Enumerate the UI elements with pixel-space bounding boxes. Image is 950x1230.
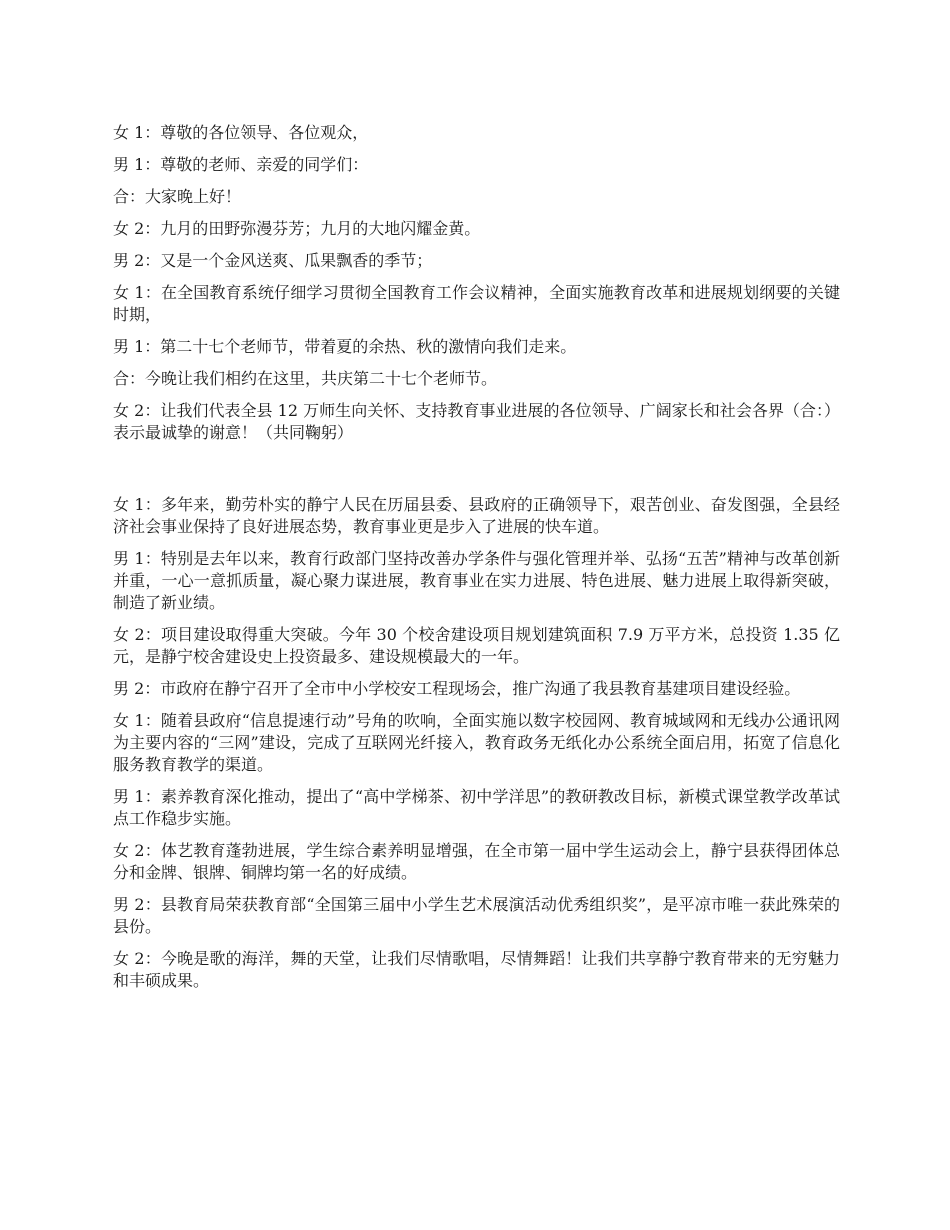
paragraph: 女 2：体艺教育蓬勃进展，学生综合素养明显增强，在全市第一届中学生运动会上，静宁县获得团体总分和金牌、银牌、铜牌均第一名的好成绩。	[113, 841, 840, 882]
paragraph: 男 2：县教育局荣获教育部“全国第三届中小学生艺术展演活动优秀组织奖”，是平凉市唯一获此殊荣的县份。	[113, 895, 840, 936]
paragraph: 男 1：特别是去年以来，教育行政部门坚持改善办学条件与强化管理并举、弘扬“五苦”精神与改革创新并重，一心一意抓质量，凝心聚力谋进展，教育事业在实力进展、特色进展、魅力进展上取得新突破，制造了新业绩。	[113, 549, 840, 612]
paragraph: 男 2：市政府在静宁召开了全市中小学校安工程现场会，推广沟通了我县教育基建项目建设经验。	[113, 679, 801, 698]
paragraph: 女 1：随着县政府“信息提速行动”号角的吹响，全面实施以数字校园网、教育城域网和无线办公通讯网为主要内容的“三网”建设，完成了互联网光纤接入，教育政务无纸化办公系统全面启用，拓宽了信息化服务教育教学的渠道。	[113, 711, 840, 774]
paragraph: 男 1：尊敬的老师、亲爱的同学们：	[113, 155, 369, 174]
paragraph: 女 1：在全国教育系统仔细学习贯彻全国教育工作会议精神，全面实施教育改革和进展规划纲要的关键时期，	[113, 283, 840, 324]
paragraph: 女 1：尊敬的各位领导、各位观众，	[113, 123, 369, 142]
paragraph: 女 2：项目建设取得重大突破。今年 30 个校舍建设项目规划建筑面积 7.9 万平方米，总投资 1.35 亿元，是静宁校舍建设史上投资最多、建设规模最大的一年。	[113, 625, 840, 666]
section-gap	[113, 454, 840, 494]
paragraph: 女 1：多年来，勤劳朴实的静宁人民在历届县委、县政府的正确领导下，艰苦创业、奋发图强，全县经济社会事业保持了良好进展态势，教育事业更是步入了进展的快车道。	[113, 495, 840, 536]
paragraph: 男 1：素养教育深化推动，提出了“高中学梯茶、初中学洋思”的教研教改目标，新模式课堂教学改革试点工作稳步实施。	[113, 787, 840, 828]
paragraph: 合：大家晚上好！	[113, 187, 242, 206]
paragraph: 合：今晚让我们相约在这里，共庆第二十七个老师节。	[113, 369, 498, 388]
paragraph: 男 1：第二十七个老师节，带着夏的余热、秋的激情向我们走来。	[113, 337, 577, 356]
paragraph: 女 2：九月的田野弥漫芬芳；九月的大地闪耀金黄。	[113, 219, 481, 238]
paragraph: 男 2：又是一个金风送爽、瓜果飘香的季节；	[113, 251, 433, 270]
paragraph: 女 2：今晚是歌的海洋，舞的天堂，让我们尽情歌唱，尽情舞蹈！让我们共享静宁教育带来的无穷魅力和丰硕成果。	[113, 949, 840, 990]
paragraph: 女 2：让我们代表全县 12 万师生向关怀、支持教育事业进展的各位领导、广阔家长和社会各界（合：）表示最诚挚的谢意！（共同鞠躬）	[113, 401, 840, 442]
document-body	[113, 122, 840, 1002]
